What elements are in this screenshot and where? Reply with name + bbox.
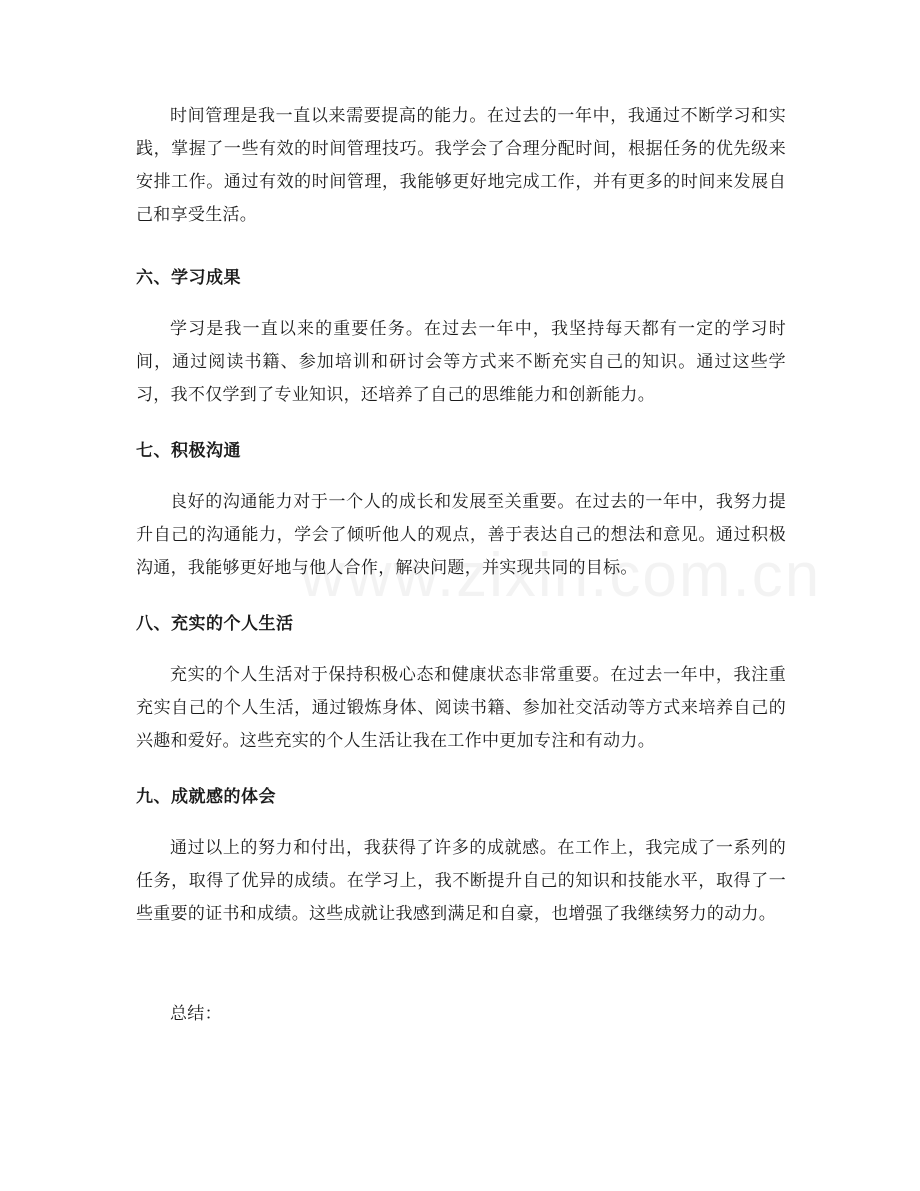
paragraph-time-management: 时间管理是我一直以来需要提高的能力。在过去的一年中，我通过不断学习和实践，掌握了一些有效的时间管理技巧。我学会了合理分配时间，根据任务的优先级来安排工作。通过有效的时间管理，我能够更好地完成工作，并有更多的时间来发展自己和享受生活。 xyxy=(136,106,786,225)
paragraph-personal-life: 充实的个人生活对于保持积极心态和健康状态非常重要。在过去一年中，我注重充实自己的个人生活，通过锻炼身体、阅读书籍、参加社交活动等方式来培养自己的兴趣和爱好。这些充实的个人生活让我在工作中更加专注和有动力。 xyxy=(136,665,786,751)
heading-sense-of-achievement: 九、成就感的体会 xyxy=(136,787,276,807)
closing-summary-label: 总结： xyxy=(170,1004,222,1024)
heading-personal-life: 八、充实的个人生活 xyxy=(136,614,294,634)
heading-active-communication: 七、积极沟通 xyxy=(136,441,241,461)
paragraph-active-communication: 良好的沟通能力对于一个人的成长和发展至关重要。在过去的一年中，我努力提升自己的沟通能力，学会了倾听他人的观点，善于表达自己的想法和意见。通过积极沟通，我能够更好地与他人合作，解决问题，并实现共同的目标。 xyxy=(136,492,786,578)
heading-learning-results: 六、学习成果 xyxy=(136,268,241,288)
paragraph-sense-of-achievement: 通过以上的努力和付出，我获得了许多的成就感。在工作上，我完成了一系列的任务，取得了优异的成绩。在学习上，我不断提升自己的知识和技能水平，取得了一些重要的证书和成绩。这些成就让我感到满足和自豪，也增强了我继续努力的动力。 xyxy=(136,838,786,924)
paragraph-learning-results: 学习是我一直以来的重要任务。在过去一年中，我坚持每天都有一定的学习时间，通过阅读书籍、参加培训和研讨会等方式来不断充实自己的知识。通过这些学习，我不仅学到了专业知识，还培养了自己的思维能力和创新能力。 xyxy=(136,319,786,405)
